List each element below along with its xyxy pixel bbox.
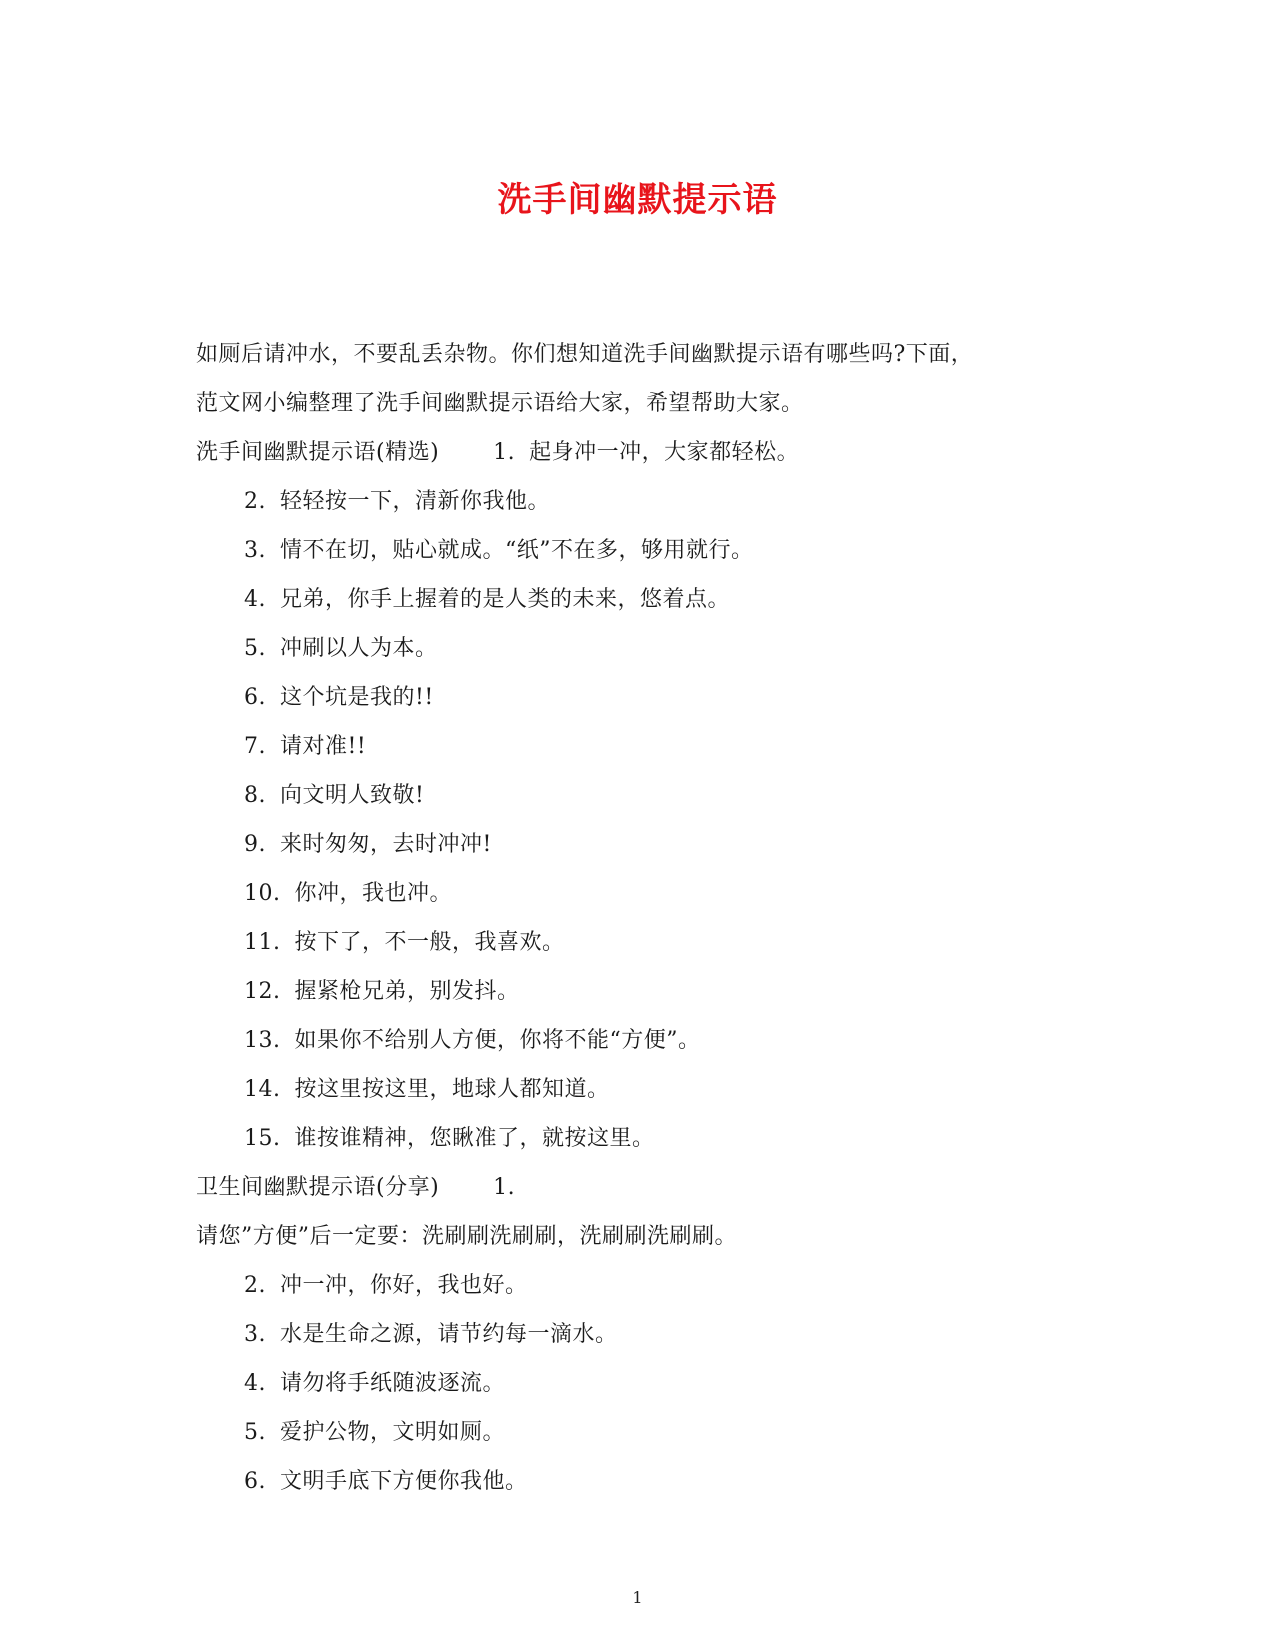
list-item bbox=[196, 624, 1076, 673]
list-item: 请您”方便”后一定要：洗刷刷洗刷刷，洗刷刷洗刷刷。 bbox=[196, 1224, 737, 1249]
section2-list bbox=[196, 1261, 1076, 1506]
list-item bbox=[196, 820, 1076, 869]
item-number: 8. bbox=[244, 783, 266, 808]
item-number: 7. bbox=[244, 734, 266, 759]
item-text: 如果你不给别人方便，你将不能“方便”。 bbox=[294, 1028, 701, 1053]
list-item bbox=[196, 673, 1076, 722]
item-number: 3. bbox=[244, 538, 266, 563]
item-number: 9. bbox=[244, 832, 266, 857]
item-number: 12. bbox=[244, 979, 281, 1004]
page-title: 洗手间幽默提示语 bbox=[497, 180, 778, 220]
item-number: 11. bbox=[244, 930, 281, 955]
list-item bbox=[196, 918, 1076, 967]
item-text: 文明手底下方便你我他。 bbox=[280, 1469, 528, 1494]
list-item bbox=[196, 1261, 1076, 1310]
section1-list bbox=[196, 477, 1076, 1163]
list-item bbox=[196, 1310, 1076, 1359]
list-item bbox=[196, 1408, 1076, 1457]
item-text: 握紧枪兄弟，别发抖。 bbox=[294, 979, 520, 1004]
item-text: 按这里按这里，地球人都知道。 bbox=[294, 1077, 610, 1102]
item-number: 1. bbox=[493, 440, 516, 465]
intro-line: 如厕后请冲水，不要乱丢杂物。你们想知道洗手间幽默提示语有哪些吗?下面， bbox=[196, 342, 974, 367]
item-text: 向文明人致敬! bbox=[280, 783, 425, 808]
list-item bbox=[196, 722, 1076, 771]
list-item bbox=[196, 771, 1076, 820]
page-number: 1 bbox=[632, 1588, 643, 1607]
list-item bbox=[196, 869, 1076, 918]
item-text: 冲刷以人为本。 bbox=[280, 636, 438, 661]
document-body bbox=[196, 330, 1076, 1506]
item-number: 4. bbox=[244, 1371, 266, 1396]
item-text: 轻轻按一下，清新你我他。 bbox=[280, 489, 551, 514]
intro-line: 范文网小编整理了洗手间幽默提示语给大家，希望帮助大家。 bbox=[196, 391, 804, 416]
item-number: 2. bbox=[244, 1273, 266, 1298]
item-number: 6. bbox=[244, 1469, 266, 1494]
item-text: 这个坑是我的!! bbox=[280, 685, 434, 710]
list-item bbox=[196, 1016, 1076, 1065]
item-number: 5. bbox=[244, 636, 266, 661]
item-number: 2. bbox=[244, 489, 266, 514]
item-text: 来时匆匆，去时冲冲! bbox=[280, 832, 492, 857]
list-item bbox=[196, 575, 1076, 624]
item-text: 起身冲一冲，大家都轻松。 bbox=[529, 440, 800, 465]
item-number: 13. bbox=[244, 1028, 281, 1053]
item-number: 10. bbox=[244, 881, 281, 906]
list-item bbox=[196, 1065, 1076, 1114]
list-item bbox=[196, 1359, 1076, 1408]
item-text: 请对准!! bbox=[280, 734, 367, 759]
item-text: 爱护公物，文明如厕。 bbox=[280, 1420, 506, 1445]
item-text: 按下了，不一般，我喜欢。 bbox=[294, 930, 565, 955]
section-heading-1 bbox=[196, 428, 1076, 477]
item-text: 水是生命之源，请节约每一滴水。 bbox=[280, 1322, 618, 1347]
item-number: 14. bbox=[244, 1077, 281, 1102]
list-item bbox=[196, 1457, 1076, 1506]
item-number: 5. bbox=[244, 1420, 266, 1445]
item-number: 1. bbox=[493, 1175, 516, 1200]
item-text: 情不在切，贴心就成。“纸”不在多，够用就行。 bbox=[280, 538, 754, 563]
list-item bbox=[196, 1114, 1076, 1163]
item-number: 3. bbox=[244, 1322, 266, 1347]
item-text: 冲一冲，你好，我也好。 bbox=[280, 1273, 528, 1298]
list-item bbox=[196, 477, 1076, 526]
list-item bbox=[196, 967, 1076, 1016]
item-number: 15. bbox=[244, 1126, 281, 1151]
item-text: 谁按谁精神，您瞅准了，就按这里。 bbox=[294, 1126, 655, 1151]
item-number: 4. bbox=[244, 587, 266, 612]
item-text: 兄弟，你手上握着的是人类的未来，悠着点。 bbox=[280, 587, 731, 612]
item-text: 你冲，我也冲。 bbox=[294, 881, 453, 906]
section-label: 卫生间幽默提示语(分享) bbox=[196, 1175, 440, 1200]
section-label: 洗手间幽默提示语(精选) bbox=[196, 440, 440, 465]
item-text: 请勿将手纸随波逐流。 bbox=[280, 1371, 506, 1396]
item-number: 6. bbox=[244, 685, 266, 710]
list-item bbox=[196, 526, 1076, 575]
section-heading-2 bbox=[196, 1163, 1076, 1212]
